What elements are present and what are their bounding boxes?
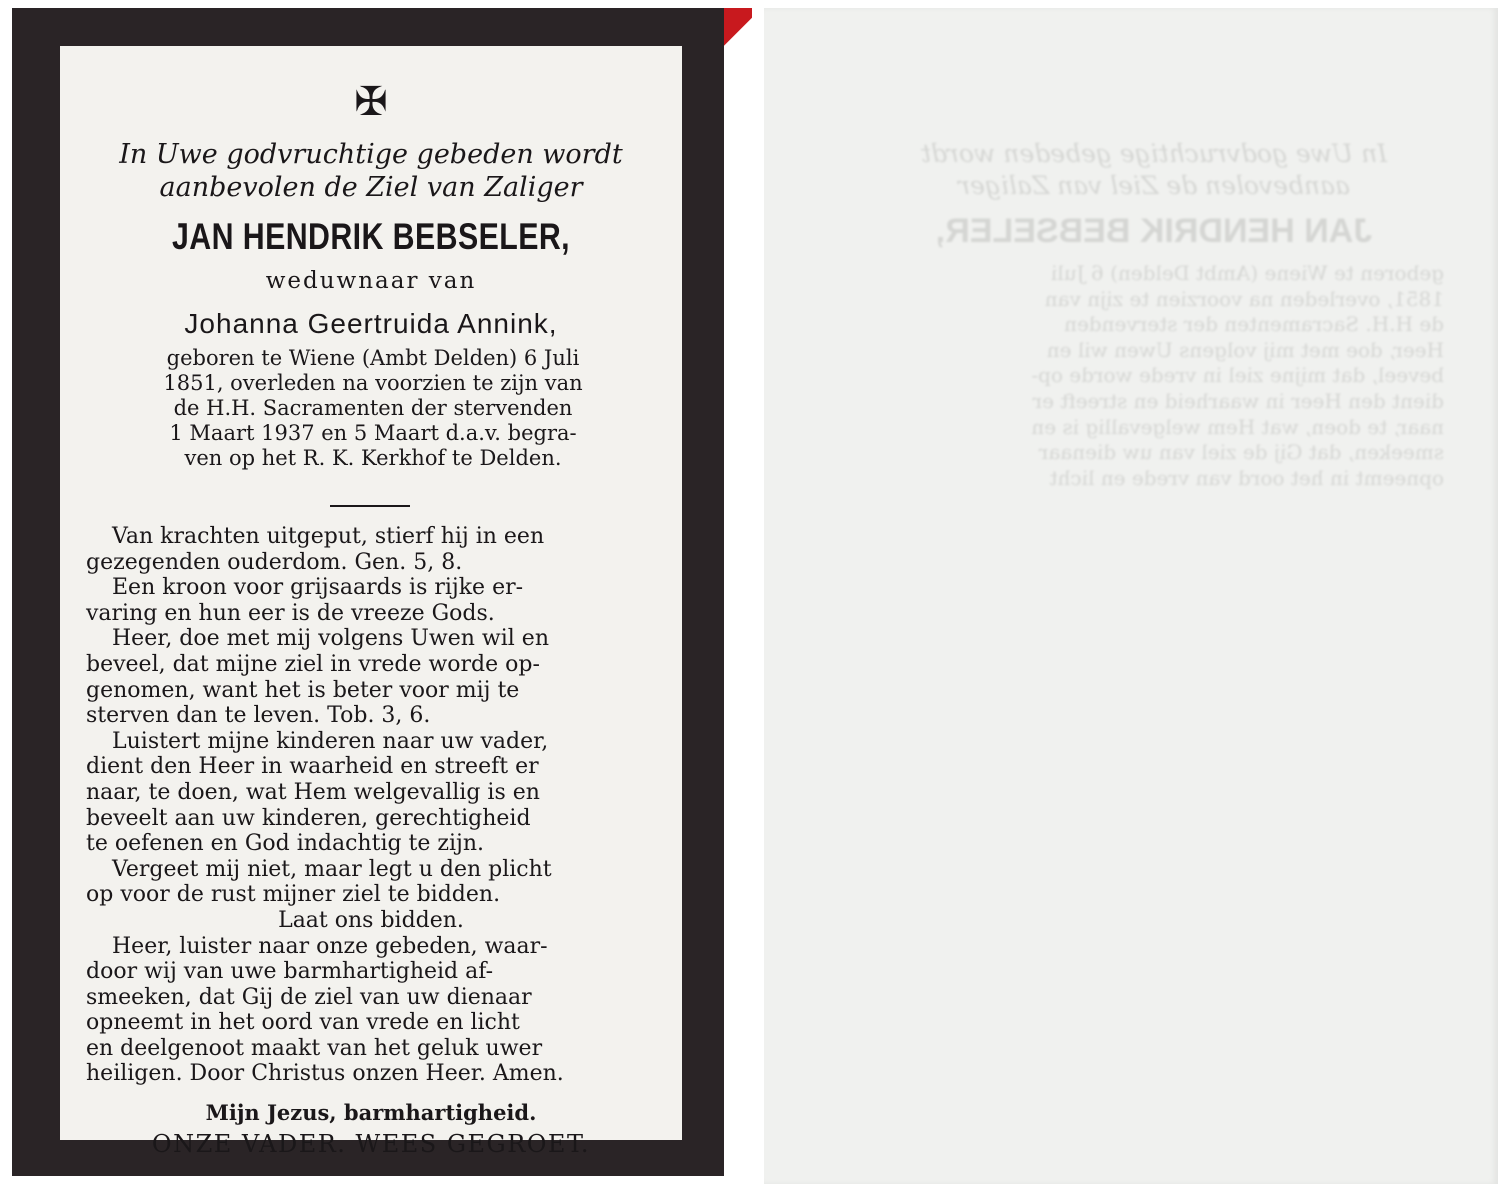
ghost-line: Heer, doe met mij volgens Uwen wil en (1046, 337, 1444, 362)
prayer-line: opneemt in het oord van vrede en licht (86, 1010, 520, 1036)
prayer-line: genomen, want het is beter voor mij te (86, 677, 520, 703)
prayer-line: gezegenden ouderdom. Gen. 5, 8. (86, 549, 463, 575)
ghost-line: beveel, dat mijne ziel in vrede worde op- (1031, 363, 1444, 388)
intro-line-2: aanbevolen de Ziel van Zaliger (159, 172, 583, 203)
birth-line: ven op het R. K. Kerkhof te Delden. (184, 446, 562, 470)
prayer-line: te oefenen en God indachtig te zijn. (86, 831, 485, 857)
memorial-card-front (12, 8, 724, 1176)
card-front-paper (60, 46, 682, 1158)
ghost-line: de H.H. Sacramenten der stervenden (1064, 312, 1444, 337)
birth-line: 1 Maart 1937 en 5 Maart d.a.v. begra- (169, 421, 577, 445)
memorial-card-back (764, 8, 1498, 1184)
birth-line: 1851, overleden na voorzien te zijn van (163, 371, 583, 395)
prayer-text (86, 524, 656, 1087)
prayer-line: dient den Heer in waarheid en streeft er (86, 754, 539, 780)
birth-death-details (86, 346, 660, 471)
prayer-line: Heer, doe met mij volgens Uwen wil en (112, 626, 549, 652)
cross-icon: ✠ (354, 79, 388, 125)
prayer-line: varing en hun eer is de vreeze Gods. (86, 600, 495, 626)
ghost-intro: In Uwe godvruchtige gebeden wordt (920, 139, 1388, 168)
prayer-line: naar, te doen, wat Hem welgevallig is en (86, 779, 540, 805)
prayer-line: beveelt aan uw kinderen, gerechtigheid (86, 805, 531, 831)
divider (330, 505, 410, 507)
ghost-line: geboren te Wiene (Ambt Delden) 6 Juli (1051, 261, 1444, 285)
prayer-line: op voor de rust mijner ziel te bidden. (86, 882, 501, 908)
ghost-line: 1851, overleden na voorzien te zijn van (1044, 286, 1444, 311)
birth-line: geboren te Wiene (Ambt Delden) 6 Juli (166, 346, 580, 370)
prayer-line: beveel, dat mijne ziel in vrede worde op- (86, 651, 540, 677)
ghost-intro: aanbevolen de Ziel van Zaliger (958, 171, 1350, 200)
ghost-line: naar, te doen, wat Hem welgevallig is en (1031, 414, 1444, 439)
prayer-line: en deelgenoot maakt van het geluk uwer (86, 1035, 543, 1061)
closing-prayers: ONZE VADER. WEES GEGROET. (151, 1130, 591, 1158)
intro-line-1: In Uwe godvruchtige gebeden wordt (119, 139, 623, 170)
show-through-text (844, 138, 1464, 491)
widower-of-label: weduwnaar van (265, 268, 477, 294)
prayer-line: heiligen. Door Christus onzen Heer. Amen. (86, 1061, 564, 1087)
ghost-line: opneemt in het oord van vrede en licht (1049, 465, 1444, 490)
prayer-line: sterven dan te leven. Tob. 3, 6. (86, 703, 431, 729)
prayer-line: Een kroon voor grijsaards is rijke er- (112, 575, 524, 601)
red-tab-mark (724, 8, 752, 48)
prayer-line: Vergeet mij niet, maar legt u den plicht (112, 856, 552, 882)
spouse-name: Johanna Geertruida Annink, (184, 308, 558, 339)
ghost-line: dient den Heer in waarheid en streeft er (1032, 388, 1444, 413)
ghost-name: JAN HENDRIK BEBSELER, (935, 212, 1373, 250)
deceased-name: JAN HENDRIK BEBSELER, (171, 216, 571, 257)
prayer-heading: Laat ons bidden. (278, 907, 464, 933)
intro-text (60, 138, 682, 204)
closing-invocation: Mijn Jezus, barmhartigheid. (205, 1100, 537, 1125)
prayer-line: smeeken, dat Gij de ziel van uw dienaar (86, 984, 532, 1010)
prayer-line: door wij van uwe barmhartigheid af- (86, 959, 494, 985)
prayer-line: Van krachten uitgeput, stierf hij in een (112, 524, 545, 549)
prayer-line: Luistert mijne kinderen naar uw vader, (112, 728, 549, 754)
ghost-line: smeeken, dat Gij de ziel van uw dienaar (1038, 440, 1444, 465)
birth-line: de H.H. Sacramenten der stervenden (173, 396, 573, 420)
prayer-line: Heer, luister naar onze gebeden, waar- (112, 933, 548, 959)
